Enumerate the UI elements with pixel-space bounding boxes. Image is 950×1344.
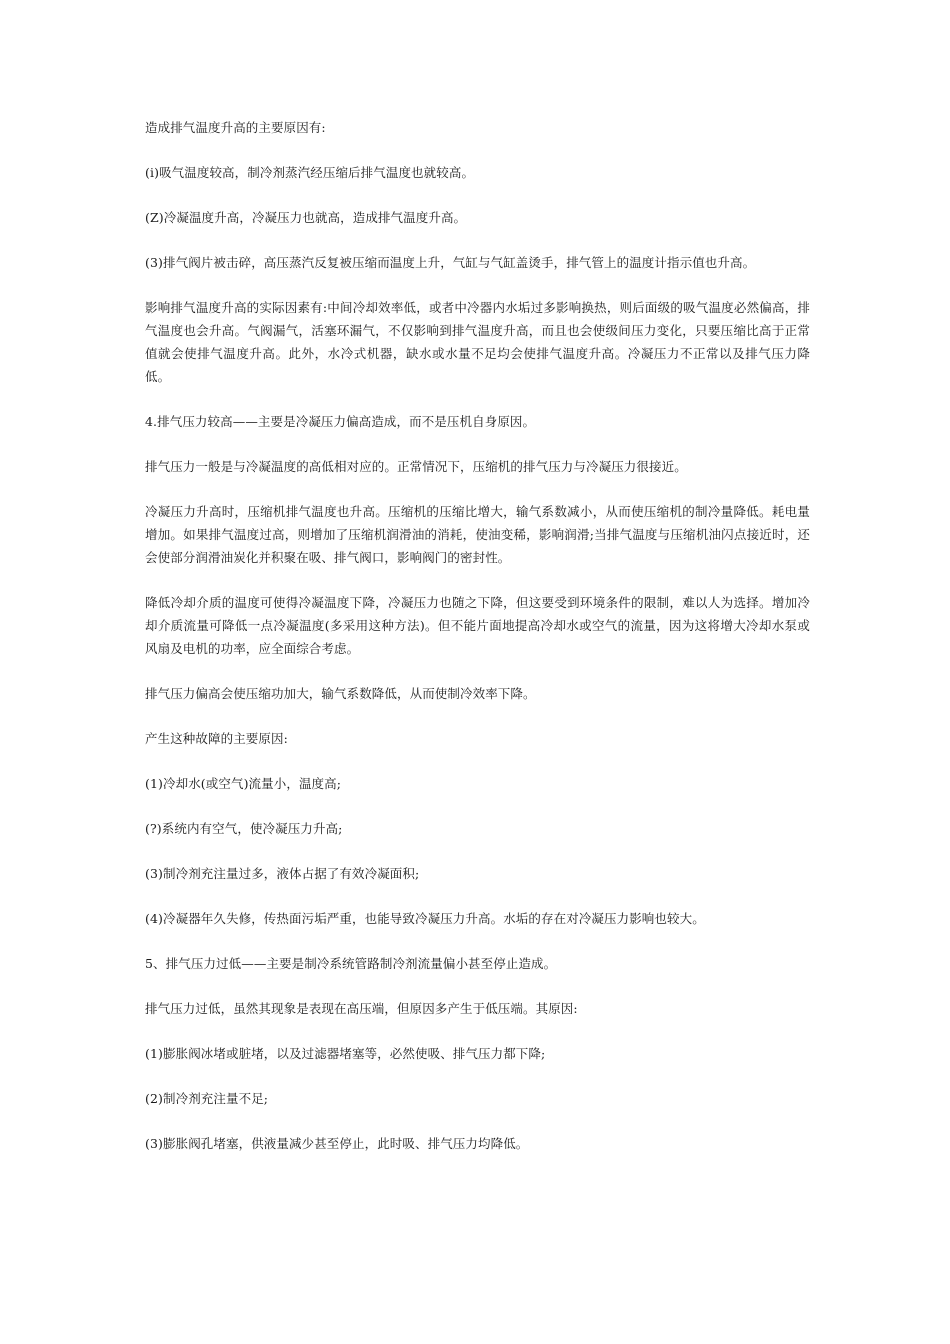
paragraph-fault-cause-4: (4)冷凝器年久失修，传热面污垢严重，也能导致冷凝压力升高。水垢的存在对冷凝压力影响也较大。 xyxy=(145,911,705,926)
document-body xyxy=(145,116,810,1177)
paragraph-actual-factors: 影响排气温度升高的实际因素有:中间冷却效率低，或者中冷器内水垢过多影响换热，则后面级的吸气温度必然偏高，排气温度也会升高。气阀漏气，活塞环漏气，不仅影响到排气温度升高，而且也会使级间压力变化，只要压缩比高于正常值就会使排气温度升高。此外，水冷式机器，缺水或水量不足均会使排气温度升高。冷凝压力不正常以及排气压力降低。 xyxy=(145,300,810,384)
paragraph-low-cause-2: (2)制冷剂充注量不足; xyxy=(145,1091,269,1106)
paragraph-low-cause-1: (1)膨胀阀冰堵或脏堵，以及过滤器堵塞等，必然使吸、排气压力都下降; xyxy=(145,1046,546,1061)
paragraph-section-5-heading: 5、排气压力过低——主要是制冷系统管路制冷剂流量偏小甚至停止造成。 xyxy=(145,956,557,971)
paragraph-fault-cause-1: (1)冷却水(或空气)流量小，温度高; xyxy=(145,776,342,791)
paragraph-cause-condensing-temp: (Z)冷凝温度升高，冷凝压力也就高，造成排气温度升高。 xyxy=(145,210,467,225)
paragraph-cooling-medium: 降低冷却介质的温度可使得冷凝温度下降，冷凝压力也随之下降，但这要受到环境条件的限制，难以人为选择。增加冷却介质流量可降低一点冷凝温度(多采用这种方法)。但不能片面地提高冷却水或空气的流量，因为这将增大冷却水泵或风扇及电机的功率，应全面综合考虑。 xyxy=(145,595,810,656)
paragraph-fault-causes-heading: 产生这种故障的主要原因: xyxy=(145,731,288,746)
paragraph-cause-valve-broken: (3)排气阀片被击碎，高压蒸汽反复被压缩而温度上升，气缸与气缸盖烫手，排气管上的温度计指示值也升高。 xyxy=(145,255,756,270)
paragraph-cause-suction-temp: (i)吸气温度较高，制冷剂蒸汽经压缩后排气温度也就较高。 xyxy=(145,165,475,180)
paragraph-low-cause-3: (3)膨胀阀孔堵塞，供液量减少甚至停止，此时吸、排气压力均降低。 xyxy=(145,1136,529,1151)
paragraph-high-pressure-effect: 排气压力偏高会使压缩功加大，输气系数降低，从而使制冷效率下降。 xyxy=(145,686,536,701)
paragraph-fault-cause-3: (3)制冷剂充注量过多，液体占据了有效冷凝面积; xyxy=(145,866,420,881)
paragraph-condensing-pressure-rise: 冷凝压力升高时，压缩机排气温度也升高。压缩机的压缩比增大，输气系数减小，从而使压缩机的制冷量降低。耗电量增加。如果排气温度过高，则增加了压缩机润滑油的消耗，使油变稀，影响润滑;当排气温度与压缩机油闪点接近时，还会使部分润滑油炭化并积聚在吸、排气阀口，影响阀门的密封性。 xyxy=(145,504,810,565)
paragraph-low-pressure-intro: 排气压力过低，虽然其现象是表现在高压端，但原因多产生于低压端。其原因: xyxy=(145,1001,578,1016)
paragraph-fault-cause-2: (?)系统内有空气，使冷凝压力升高; xyxy=(145,821,343,836)
paragraph-section-4-heading: 4.排气压力较高——主要是冷凝压力偏高造成，而不是压机自身原因。 xyxy=(145,414,536,429)
paragraph-exhaust-pressure-relation: 排气压力一般是与冷凝温度的高低相对应的。正常情况下，压缩机的排气压力与冷凝压力很接近。 xyxy=(145,459,687,474)
paragraph-exhaust-temp-causes-heading: 造成排气温度升高的主要原因有: xyxy=(145,120,326,135)
